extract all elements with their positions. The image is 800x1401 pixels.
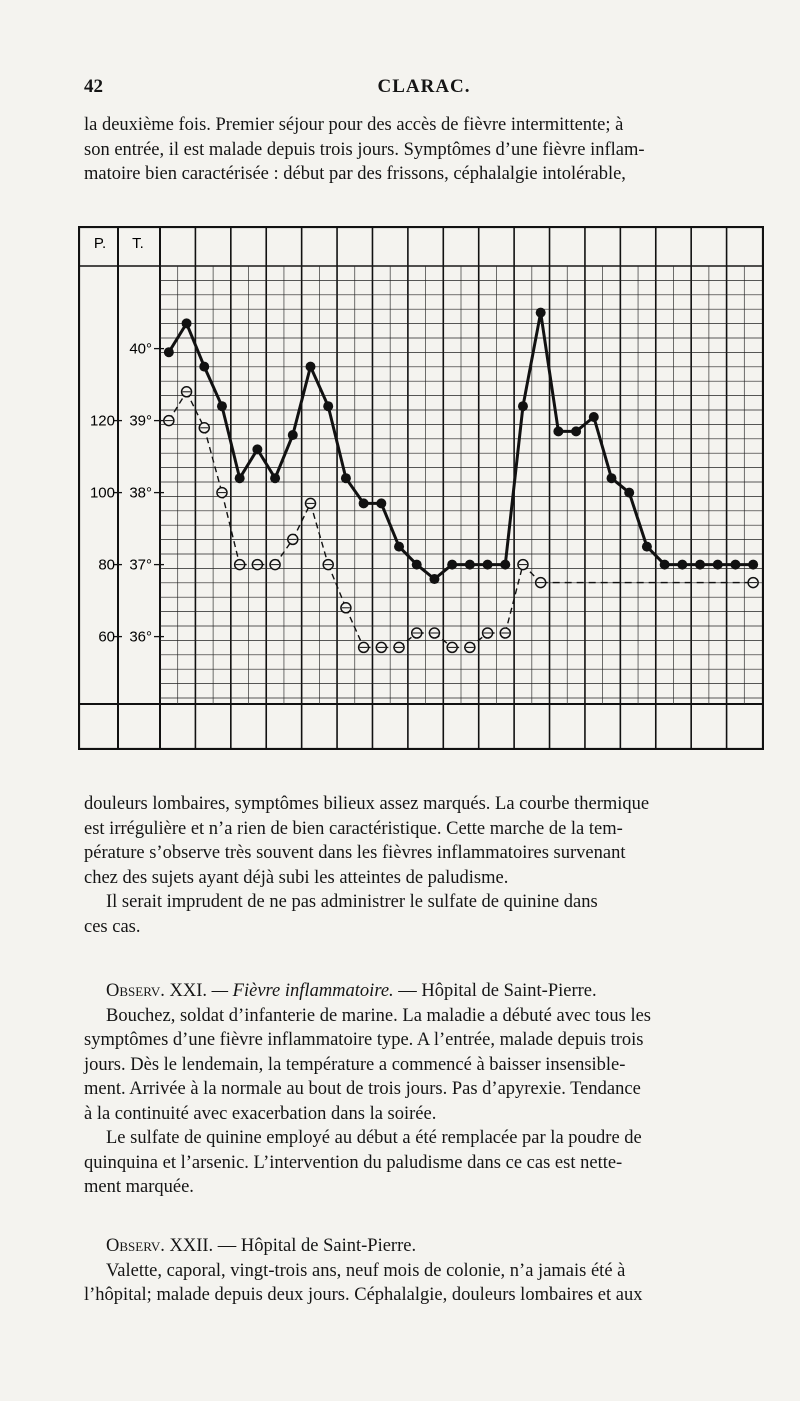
observation-hospital: — Hôpital de Saint-Pierre.: [398, 981, 597, 1001]
temperature-chart-svg: [78, 226, 764, 750]
solid-series-point: [447, 560, 457, 570]
solid-series-point: [730, 560, 740, 570]
text-line: quinquina et l’arsenic. L’intervention du paludisme dans ce cas est nette-: [84, 1152, 623, 1173]
col-header-p: P.: [93, 235, 107, 252]
temp-tick-label: 37°: [129, 556, 152, 574]
solid-series-point: [518, 401, 528, 411]
solid-series-point: [412, 560, 422, 570]
body-paragraph: [84, 792, 764, 939]
solid-series-point: [235, 473, 245, 483]
solid-series-point: [695, 560, 705, 570]
observation-label: Observ. XXII.: [106, 1236, 214, 1256]
solid-series-point: [359, 498, 369, 508]
solid-series-point: [252, 444, 262, 454]
text-line: chez des sujets ayant déjà subi les atteintes de paludisme.: [84, 867, 509, 888]
pulse-tick-label: 120: [89, 412, 115, 430]
solid-series-point: [217, 401, 227, 411]
solid-series-point: [483, 560, 493, 570]
observation-21-heading: [84, 979, 764, 1004]
solid-series-point: [553, 426, 563, 436]
solid-series-point: [748, 560, 758, 570]
page-number: 42: [84, 76, 103, 97]
observation-21: [84, 979, 764, 1200]
solid-series-point: [677, 560, 687, 570]
text-line: symptômes d’une fièvre inflammatoire type. A l’entrée, malade depuis trois: [84, 1030, 644, 1050]
text-line: douleurs lombaires, symptômes bilieux assez marqués. La courbe thermique: [84, 794, 650, 814]
temp-tick-label: 40°: [129, 340, 152, 358]
text-line: ment marquée.: [84, 1177, 194, 1197]
col-header-t: T.: [132, 235, 144, 252]
solid-series-point: [306, 362, 316, 372]
text-line: Le sulfate de quinine employé au début a été remplacée par la poudre de: [106, 1128, 642, 1148]
text-line: la deuxième fois. Premier séjour pour des accès de fièvre intermittente; à: [84, 115, 624, 135]
pulse-tick-label: 60: [98, 628, 115, 646]
solid-series-point: [376, 498, 386, 508]
solid-series-point: [164, 347, 174, 357]
temp-tick-label: 38°: [129, 484, 152, 502]
solid-series-point: [589, 412, 599, 422]
solid-series-point: [624, 488, 634, 498]
text-line: Bouchez, soldat d’infanterie de marine. La maladie a débuté avec tous les: [106, 1005, 652, 1026]
top-paragraph: [84, 113, 764, 187]
solid-series-point: [341, 473, 351, 483]
solid-series-point: [713, 560, 723, 570]
observation-22-heading: [84, 1234, 764, 1259]
text-line: son entrée, il est malade depuis trois jours. Symptômes d’une fièvre inflam-: [84, 139, 645, 160]
text-line: Il serait imprudent de ne pas administrer le sulfate de quinine dans: [106, 892, 598, 912]
solid-series-point: [199, 362, 209, 372]
text-line: jours. Dès le lendemain, la température a commencé à baisser insensible-: [84, 1054, 626, 1075]
temperature-chart: [78, 226, 764, 750]
solid-series-point: [571, 426, 581, 436]
solid-series-point: [465, 560, 475, 570]
text-line: ces cas.: [84, 916, 141, 937]
observation-hospital: — Hôpital de Saint-Pierre.: [217, 1236, 417, 1256]
text-line: ment. Arrivée à la normale au bout de trois jours. Pas d’apyrexie. Tendance: [84, 1079, 641, 1099]
text-line: pérature s’observe très souvent dans les fièvres inflammatoires survenant: [84, 843, 626, 863]
solid-series-point: [394, 542, 404, 552]
text-line: à la continuité avec exacerbation dans la soirée.: [84, 1103, 437, 1124]
running-title: CLARAC.: [377, 76, 471, 97]
text-line: est irrégulière et n’a rien de bien caractéristique. Cette marche de la tem-: [84, 818, 623, 839]
pulse-tick-label: 100: [89, 484, 115, 502]
chart-border: [79, 227, 763, 749]
solid-series-point: [536, 308, 546, 318]
observation-label: Observ. XXI.: [106, 981, 207, 1001]
temp-tick-label: 36°: [129, 628, 152, 646]
page-header: [84, 76, 764, 100]
text-line: l’hôpital; malade depuis deux jours. Céphalalgie, douleurs lombaires et aux: [84, 1285, 643, 1305]
solid-series-point: [288, 430, 298, 440]
observation-title: — Fièvre inflammatoire.: [211, 981, 394, 1001]
solid-series-point: [323, 401, 333, 411]
solid-series-point: [607, 473, 617, 483]
solid-series-point: [642, 542, 652, 552]
solid-series-point: [660, 560, 670, 570]
solid-series-point: [270, 473, 280, 483]
text-line: matoire bien caractérisée : début par des frissons, céphalalgie intolérable,: [84, 164, 626, 184]
solid-series-point: [182, 318, 192, 328]
solid-series-point: [429, 574, 439, 584]
observation-22: [84, 1234, 764, 1308]
pulse-tick-label: 80: [98, 556, 115, 574]
text-line: Valette, caporal, vingt-trois ans, neuf mois de colonie, n’a jamais été à: [106, 1260, 626, 1281]
temp-tick-label: 39°: [129, 412, 152, 430]
solid-series-point: [500, 560, 510, 570]
